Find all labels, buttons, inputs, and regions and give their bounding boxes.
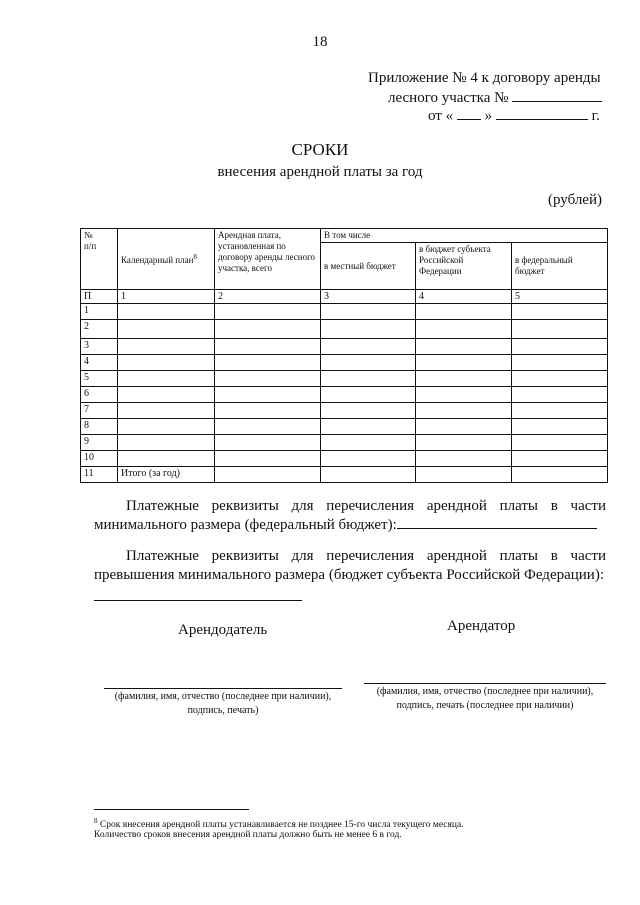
table-cell[interactable] [118,320,215,339]
row-number: 3 [81,339,118,355]
table-cell[interactable] [321,339,416,355]
table-cell[interactable] [512,467,608,483]
table-cell[interactable] [215,435,321,451]
column-index: П [81,290,118,304]
table-row [81,419,608,435]
header-row-1 [81,229,608,243]
lessee-caption-line-2: подпись, печать (последнее при наличии) [396,700,574,711]
lessor-caption-line-2: подпись, печать) [187,705,259,716]
table-cell[interactable] [215,403,321,419]
table-cell[interactable] [416,419,512,435]
date-prefix: от « [428,108,454,124]
lessee-signature-line[interactable] [364,683,606,684]
plot-number-label: лесного участка № [388,90,509,106]
header-plan [118,229,215,290]
plot-number-blank[interactable] [512,89,602,102]
table-cell[interactable] [118,451,215,467]
table-cell[interactable] [416,387,512,403]
table-cell[interactable] [416,320,512,339]
payment-details-subject-text: Платежные реквизиты для перечисления арендной платы в части превышения минимального размера (бюджет субъекта Российской Федерации): [94,548,606,583]
lessor-caption [96,690,350,718]
row-number: 4 [81,355,118,371]
table-cell[interactable] [118,355,215,371]
row-number: 10 [81,451,118,467]
column-index: 1 [118,290,215,304]
table-cell[interactable] [321,435,416,451]
table-cell[interactable] [215,339,321,355]
lessor-label: Арендодатель [178,622,268,638]
table-row [81,387,608,403]
table-cell[interactable] [215,387,321,403]
table-cell[interactable] [215,320,321,339]
table-cell[interactable] [118,339,215,355]
document-subtitle: внесения арендной платы за год [217,164,423,180]
table-cell[interactable] [215,419,321,435]
header-subject-budget: в бюджет субъекта Российской Федерации [416,243,512,290]
table-cell[interactable] [512,419,608,435]
header-plan-label: Календарный план [121,255,194,265]
table-row [81,435,608,451]
table-cell[interactable] [118,371,215,387]
column-index: 5 [512,290,608,304]
column-index-row [81,290,608,304]
date-month-blank[interactable] [496,107,588,120]
table-cell[interactable] [118,403,215,419]
table-cell[interactable] [215,451,321,467]
table-cell[interactable] [321,419,416,435]
footnote-text-2: Количество сроков внесения арендной платы должно быть не менее 6 в год. [94,830,402,840]
table-row [81,304,608,320]
header-federal-budget: в федеральный бюджет [512,243,608,290]
row-number: 8 [81,419,118,435]
table-cell[interactable] [321,467,416,483]
appendix-title: Приложение № 4 к договору аренды [368,70,601,86]
lessee-caption-line-1: (фамилия, имя, отчество (последнее при наличии), [376,686,594,697]
table-cell[interactable] [416,403,512,419]
date-day-blank[interactable] [457,107,481,120]
table-row [81,451,608,467]
row-number: 11 [81,467,118,483]
payment-details-federal [94,497,606,535]
column-index: 4 [416,290,512,304]
row-number: 6 [81,387,118,403]
table-cell[interactable] [215,371,321,387]
table-row [81,339,608,355]
table-row [81,320,608,339]
payment-schedule-table [80,228,608,483]
table-cell[interactable] [416,355,512,371]
table-cell[interactable] [118,387,215,403]
table-cell[interactable] [512,387,608,403]
row-number: 1 [81,304,118,320]
table-cell[interactable] [118,304,215,320]
lessor-caption-line-1: (фамилия, имя, отчество (последнее при наличии), [114,691,332,702]
table-cell[interactable] [512,355,608,371]
units-label: (рублей) [547,192,602,208]
table-cell[interactable] [416,467,512,483]
header-rent-total: Арендная плата, установленная по договору аренды лесного участка, всего [215,229,321,290]
table-cell[interactable] [321,371,416,387]
table-cell[interactable] [321,355,416,371]
table-cell[interactable] [416,339,512,355]
column-index: 3 [321,290,416,304]
lessee-caption [356,685,614,713]
payment-details-federal-text: Платежные реквизиты для перечисления арендной платы в части минимального размера (федеральный бюджет): [94,498,606,533]
row-number: 2 [81,320,118,339]
row-number: 5 [81,371,118,387]
table-cell[interactable] [512,371,608,387]
subject-details-blank[interactable] [94,600,302,601]
footnote-separator [94,809,249,810]
table-row [81,403,608,419]
header-including: В том числе [321,229,608,243]
lessee-label: Арендатор [447,618,516,634]
table-cell[interactable] [416,304,512,320]
footnote-text-1: Срок внесения арендной платы устанавливается не позднее 15-го числа текущего месяца. [99,820,464,831]
table-row [81,371,608,387]
appendix-line-3 [428,107,600,125]
table-cell[interactable] [321,320,416,339]
row-number: 7 [81,403,118,419]
column-index: 2 [215,290,321,304]
header-plan-footnote-marker: 8 [193,253,197,261]
payment-details-subject [94,547,606,585]
appendix-line-1 [368,70,601,87]
table-cell[interactable] [512,403,608,419]
footnote-marker: 8 [94,817,98,825]
table-row [81,355,608,371]
federal-details-blank[interactable] [397,516,597,529]
table-cell[interactable] [118,419,215,435]
table-cell[interactable] [215,355,321,371]
lessor-signature-line[interactable] [104,688,342,689]
header-local-budget: в местный бюджет [321,243,416,290]
table-cell[interactable] [512,451,608,467]
total-label: Итого (за год) [118,467,215,483]
table-cell[interactable] [215,467,321,483]
date-suffix: г. [591,108,600,124]
appendix-line-2 [388,89,602,107]
table-cell[interactable] [215,304,321,320]
row-number: 9 [81,435,118,451]
date-mid: » [484,108,493,124]
total-row [81,467,608,483]
table-cell[interactable] [512,320,608,339]
page-number: 18 [312,34,328,50]
table-cell[interactable] [512,435,608,451]
table-cell[interactable] [416,435,512,451]
table-cell[interactable] [416,371,512,387]
table-cell[interactable] [118,435,215,451]
table-cell[interactable] [321,403,416,419]
table-cell[interactable] [321,451,416,467]
table-cell[interactable] [512,339,608,355]
header-number: № п/п [81,229,118,290]
table-cell[interactable] [321,387,416,403]
table-cell[interactable] [416,451,512,467]
table-cell[interactable] [321,304,416,320]
document-title: СРОКИ [291,140,349,159]
table-cell[interactable] [512,304,608,320]
